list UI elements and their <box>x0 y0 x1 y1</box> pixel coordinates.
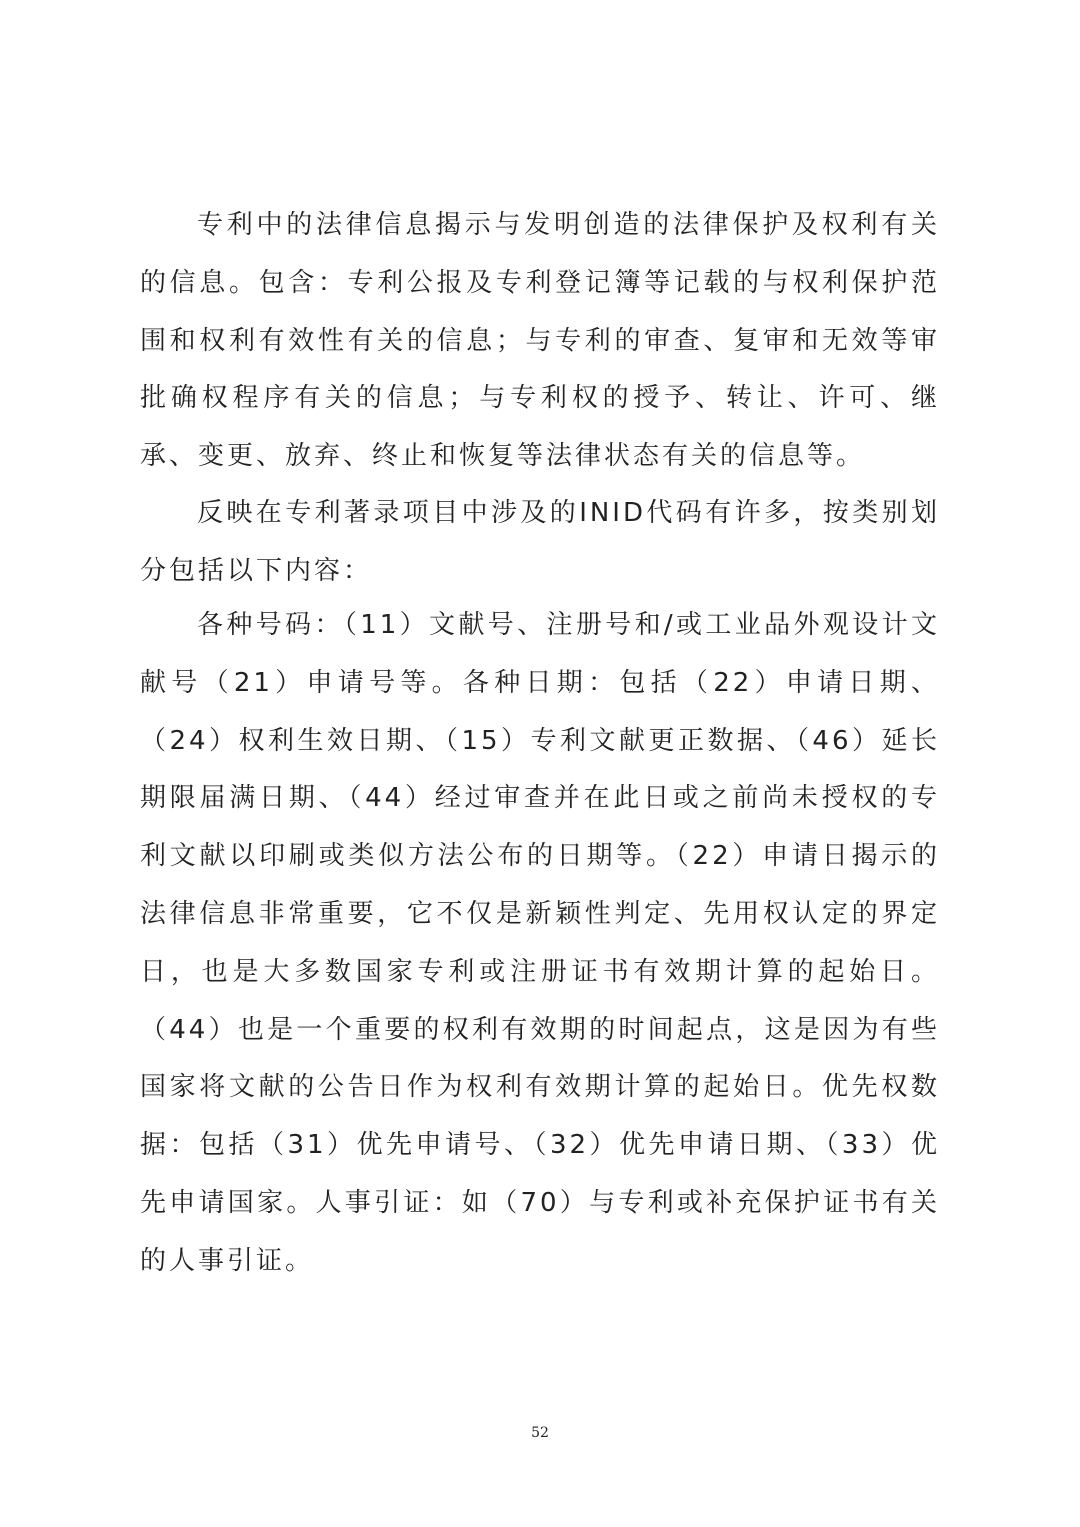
paragraph-inid-code-categories: 各种号码：（11）文献号、注册号和/或工业品外观设计文献号（21）申请号等。各种日期：包括（22）申请日期、（24）权利生效日期、（15）专利文献更正数据、（46）延长期限届满日期、（44）经过审查并在此日或之前尚未授权的专利文献以印刷或类似方法公布的日期等。（22）申请日揭示的法律信息非常重要，它不仅是新颖性判定、先用权认定的界定日，也是大多数国家专利或注册证书有效期计算的起始日。（44）也是一个重要的权利有效期的时间起点，这是因为有些国家将文献的公告日作为权利有效期计算的起始日。优先权数据：包括（31）优先申请号、（32）优先申请日期、（33）优先申请国家。人事引证：如（70）与专利或补充保护证书有关的人事引证。 <box>140 610 940 1276</box>
page-number: 52 <box>531 1425 549 1441</box>
paragraph-inid-codes-intro: 反映在专利著录项目中涉及的INID代码有许多，按类别划分包括以下内容： <box>140 498 940 586</box>
paragraph-legal-information: 专利中的法律信息揭示与发明创造的法律保护及权利有关的信息。包含：专利公报及专利登记簿等记载的与权利保护范围和权利有效性有关的信息；与专利的审查、复审和无效等审批确权程序有关的信息；与专利权的授予、转让、许可、继承、变更、放弃、终止和恢复等法律状态有关的信息等。 <box>140 210 940 472</box>
